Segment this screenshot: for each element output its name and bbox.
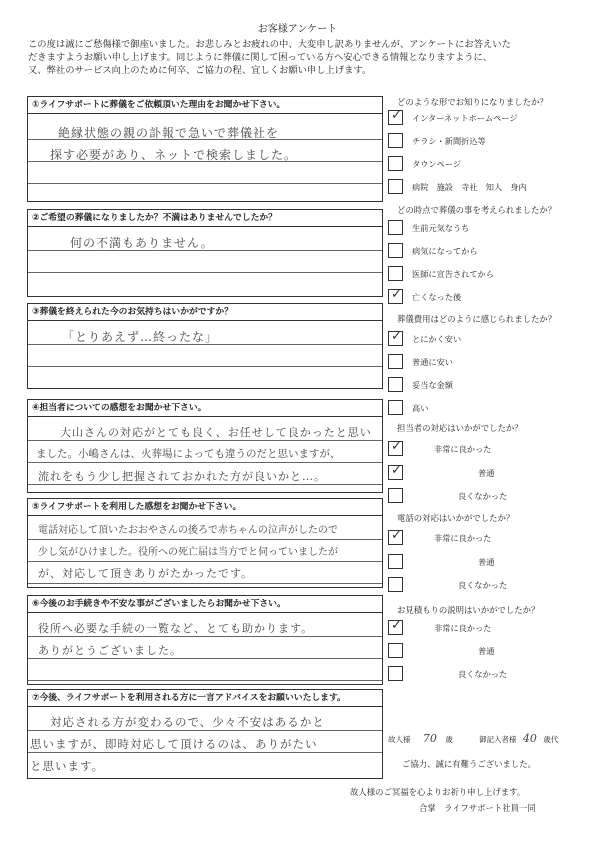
option-label: 普通 [478,468,495,478]
footer-thanks: ご協力、誠に有難うございました。 [402,759,536,769]
intro-line: この度は誠にご愁傷様で御座いました。お悲しみとお疲れの中、大変申し訳ありませんが、アンケートにお答えいた [28,39,511,50]
section-cost-title: 葬儀費用はどのように感じられましたか？ [397,314,557,324]
option-label: 高い [412,403,429,413]
writer-age-label: 御記入者様 [479,735,517,744]
writer-age-unit: 歳代 [543,735,559,744]
question-4-answer-line: ました。小嶋さんは、火葬場によっても違うのだと思いますが、 [36,448,341,460]
option-label: 非常に良かった [434,444,492,454]
footer-sign: 合掌 ライフサポート社員一同 [419,803,536,813]
option-label: とにかく安い [412,334,462,344]
checkbox[interactable] [388,156,403,171]
question-3-label: ③葬儀を終えられた今のお気持ちはいかがですか？ [28,304,382,321]
writer-age-value: 40 [522,732,537,745]
checkbox[interactable] [388,243,403,258]
option-label: 生前元気なうち [412,223,470,233]
question-7-label: ⑦今後、ライフサポートを利用される方に一言アドバイスをお願いいたします。 [28,690,382,707]
option-label: 非常に良かった [434,533,492,543]
footer-prayer: 故人様のご冥福を心よりお祈り申し上げます。 [350,787,526,797]
checkbox[interactable] [388,377,403,392]
deceased-age-label: 故人様 [388,735,411,744]
checkbox[interactable] [388,643,403,658]
question-6-label: ⑥今後のお手続きや不安な事がございましたらお聞かせ下さい。 [28,596,382,613]
question-5-answer-line: 少し気がひけました。役所への死亡届は当方でと伺っていましたが [38,547,338,558]
option-label: 病気になってから [412,246,478,256]
option-label: 普通に安い [412,357,453,367]
question-4-label: ④担当者についての感想をお聞かせ下さい。 [28,400,382,417]
checkbox[interactable] [388,554,403,569]
option-label: 病院 施設 寺社 知人 身内 [412,182,527,192]
check-mark-icon: ✓ [391,439,402,454]
deceased-age [388,732,453,745]
check-mark-icon: ✓ [391,108,402,123]
question-2-label: ②ご希望の葬儀になりましたか？不満はありませんでしたか？ [28,210,382,227]
checkbox[interactable] [388,220,403,235]
checkbox[interactable] [388,133,403,148]
check-mark-icon: ✓ [391,528,402,543]
option-label: 亡くなった後 [412,292,462,302]
question-2-answer-line: 何の不満もありません。 [70,236,214,250]
check-mark-icon: ✓ [391,463,402,478]
question-6-answer-line: ありがとうございました。 [38,644,182,657]
option-label: インターネットホームページ [412,113,518,123]
option-label: 医師に宣告されてから [412,269,494,279]
option-label: 良くなかった [458,580,508,590]
check-mark-icon: ✓ [391,618,402,633]
option-label: 普通 [478,646,495,656]
checkbox[interactable] [388,488,403,503]
checkbox[interactable] [388,266,403,281]
question-2-box [27,209,383,297]
question-3-answer-line: 「とりあえず…終ったな」 [62,330,219,344]
checkbox[interactable] [388,179,403,194]
checkbox[interactable] [388,354,403,369]
intro-line: だきますようお願い申し上げます。同じように葬儀に関して困っている方へ安心できる情報となりますように、 [28,52,493,64]
question-1-label: ①ライフサポートに葬儀をご依頼頂いた理由をお聞かせ下さい。 [28,97,382,114]
question-7-answer-line: 対応される方が変わるので、少々不安はあるかと [50,715,325,729]
intro-line: 又、弊社のサービス向上のために何卒、ご協力の程、宜しくお願い申し上げます。 [28,65,372,77]
question-4-answer-line: 大山さんの対応がとても良く、お任せして良かったと思い [60,426,372,439]
question-3-box [27,303,383,389]
check-mark-icon: ✓ [391,287,402,302]
question-1-answer-line: 絶縁状態の親の訃報で急いで葬儀社を [58,126,280,140]
option-label: 普通 [478,557,495,567]
section-phone-title: 電話の対応はいかがでしたか？ [397,513,515,523]
question-4-answer-line: 流れをもう少し把握されておかれた方が良いかと…。 [38,470,326,483]
question-6-answer-line: 役所へ必要な手続の一覧など、とても助かります。 [38,622,314,635]
option-label: 妥当な金額 [412,380,453,390]
question-7-answer-line: と思います。 [30,759,105,773]
deceased-age-unit: 歳 [445,735,453,744]
option-label: 良くなかった [458,669,508,679]
checkbox[interactable] [388,400,403,415]
question-5-answer-line: が、対応して頂きありがたかったです。 [38,567,254,580]
question-7-box [27,689,383,779]
option-label: チラシ・新聞折込等 [412,136,486,146]
section-when-considered-title: どの時点で葬儀の事を考えられましたか？ [397,205,557,215]
deceased-age-value: 70 [422,732,437,745]
writer-age [479,732,558,745]
question-1-answer-line: 探す必要があり、ネットで検索しました。 [50,148,298,162]
question-6-box [27,595,383,685]
question-1-box [27,96,383,202]
question-4-box [27,399,383,493]
option-label: タウンページ [412,159,461,169]
page-title: お客様アンケート [257,24,338,35]
option-label: 良くなかった [458,491,508,501]
section-estimate-title: お見積もりの説明はいかがでしたか？ [397,605,540,615]
check-mark-icon: ✓ [391,329,402,344]
checkbox[interactable] [388,577,403,592]
section-staff-title: 担当者の対応はいかがでしたか？ [397,423,523,433]
question-5-answer-line: 電話対応して頂いたおおやさんの後ろで赤ちゃんの泣声がしたので [38,525,338,536]
checkbox[interactable] [388,666,403,681]
section-how-known-title: どのような形でお知りになりましたか？ [397,97,548,107]
question-5-box [27,498,383,588]
question-5-label: ⑤ライフサポートを利用した感想をお聞かせ下さい。 [28,499,382,516]
option-label: 非常に良かった [434,623,492,633]
question-7-answer-line: 思いますが、即時対応して頂けるのは、ありがたい [30,737,318,751]
intro-text [28,38,568,78]
